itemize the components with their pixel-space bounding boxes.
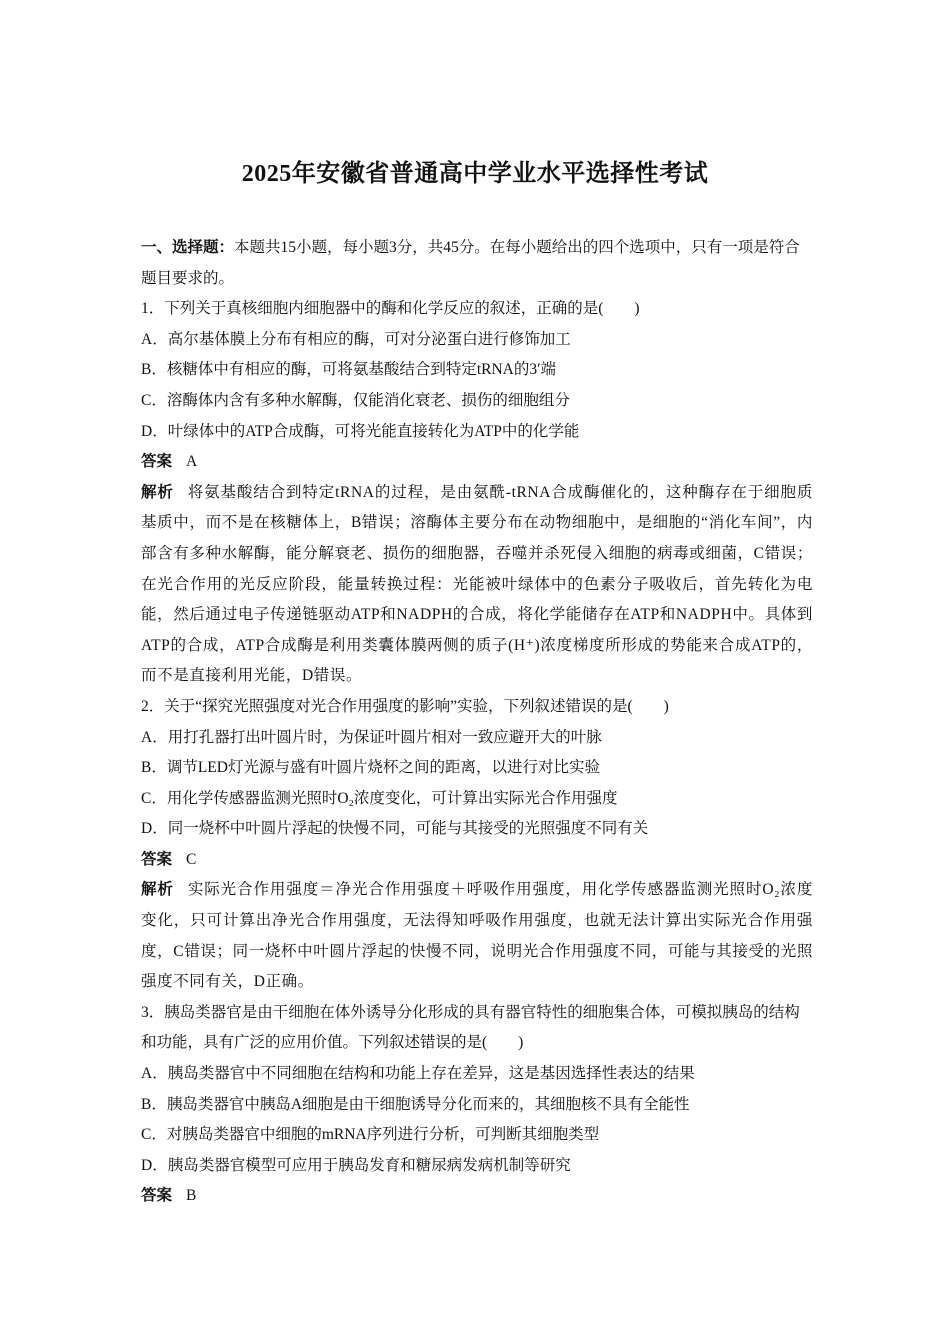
answer-label: 答案 (141, 850, 173, 868)
analysis-paragraph (141, 875, 813, 997)
answer-line (141, 1181, 813, 1212)
answer-label: 答案 (141, 453, 173, 471)
page-title: 2025年安徽省普通高中学业水平选择性考试 (241, 161, 709, 187)
answer-line (141, 845, 813, 876)
option-a: A．用打孔器打出叶圆片时，为保证叶圆片相对一致应避开大的叶脉 (141, 728, 602, 746)
question-stem: 3．胰岛类器官是由干细胞在体外诱导分化形成的具有器官特性的细胞集合体，可模拟胰岛的结构和功能，具有广泛的应用价值。下列叙述错误的是( ) (141, 1003, 800, 1052)
analysis-text: 实际光合作用强度＝净光合作用强度＋呼吸作用强度，用化学传感器监测光照时O₂浓度变化，只可计算出净光合作用强度，无法得知呼吸作用强度，也就无法计算出实际光合作用强度，C错误；同一烧杯中叶圆片浮起的快慢不同，说明光合作用强度不同，可能与其接受的光照强度不同有关，D正确。 (141, 881, 814, 991)
option-b: B．调节LED灯光源与盛有叶圆片烧杯之间的距离，以进行对比实验 (141, 759, 600, 777)
question-stem: 2．关于“探究光照强度对光合作用强度的影响”实验，下列叙述错误的是( ) (141, 697, 669, 715)
analysis-label: 解析 (141, 483, 174, 501)
answer-line (141, 447, 813, 478)
answer-value: B (186, 1187, 197, 1205)
option-b: B．核糖体中有相应的酶，可将氨基酸结合到特定tRNA的3′端 (141, 361, 557, 379)
option-c: C．对胰岛类器官中细胞的mRNA序列进行分析，可判断其细胞类型 (141, 1126, 600, 1144)
analysis-label: 解析 (141, 881, 174, 899)
answer-value: A (186, 453, 198, 471)
section-intro (141, 233, 813, 294)
question-stem: 1．下列关于真核细胞内细胞器中的酶和化学反应的叙述，正确的是( ) (141, 300, 640, 318)
option-b: B．胰岛类器官中胰岛A细胞是由干细胞诱导分化而来的，其细胞核不具有全能性 (141, 1095, 690, 1113)
section-text: 本题共15小题，每小题3分，共45分。在每小题给出的四个选项中，只有一项是符合题目要求的。 (141, 239, 800, 287)
option-d: D．胰岛类器官模型可应用于胰岛发育和糖尿病发病机制等研究 (141, 1156, 571, 1174)
option-a: A．高尔基体膜上分布有相应的酶，可对分泌蛋白进行修饰加工 (141, 330, 571, 348)
option-d: D．叶绿体中的ATP合成酶，可将光能直接转化为ATP中的化学能 (141, 422, 580, 440)
option-c: C．用化学传感器监测光照时O₂浓度变化，可计算出实际光合作用强度 (141, 789, 618, 807)
answer-value: C (186, 850, 197, 868)
option-a: A．胰岛类器官中不同细胞在结构和功能上存在差异，这是基因选择性表达的结果 (141, 1065, 695, 1083)
analysis-paragraph (141, 478, 813, 692)
section-label: 一、选择题： (141, 239, 235, 256)
exam-content (141, 233, 813, 1212)
answer-label: 答案 (141, 1187, 173, 1205)
option-d: D．同一烧杯中叶圆片浮起的快慢不同，可能与其接受的光照强度不同有关 (141, 820, 649, 838)
option-c: C．溶酶体内含有多种水解酶，仅能消化衰老、损伤的细胞组分 (141, 391, 570, 409)
analysis-text: 将氨基酸结合到特定tRNA的过程，是由氨酰-tRNA合成酶催化的，这种酶存在于细胞质基质中，而不是在核糖体上，B错误；溶酶体主要分布在动物细胞中，是细胞的“消化车间”，内部含有多种水解酶，能分解衰老、损伤的细胞器，吞噬并杀死侵入细胞的病毒或细菌，C错误；在光合作用的光反应阶段，能量转换过程：光能被叶绿体中的色素分子吸收后，首先转化为电能，然后通过电子传递链驱动ATP和NADPH的合成，将化学能储存在ATP和NADPH中。具体到ATP的合成，ATP合成酶是利用类囊体膜两侧的质子(H⁺)浓度梯度所形成的势能来合成ATP的，而不是直接利用光能，D错误。 (141, 483, 813, 685)
